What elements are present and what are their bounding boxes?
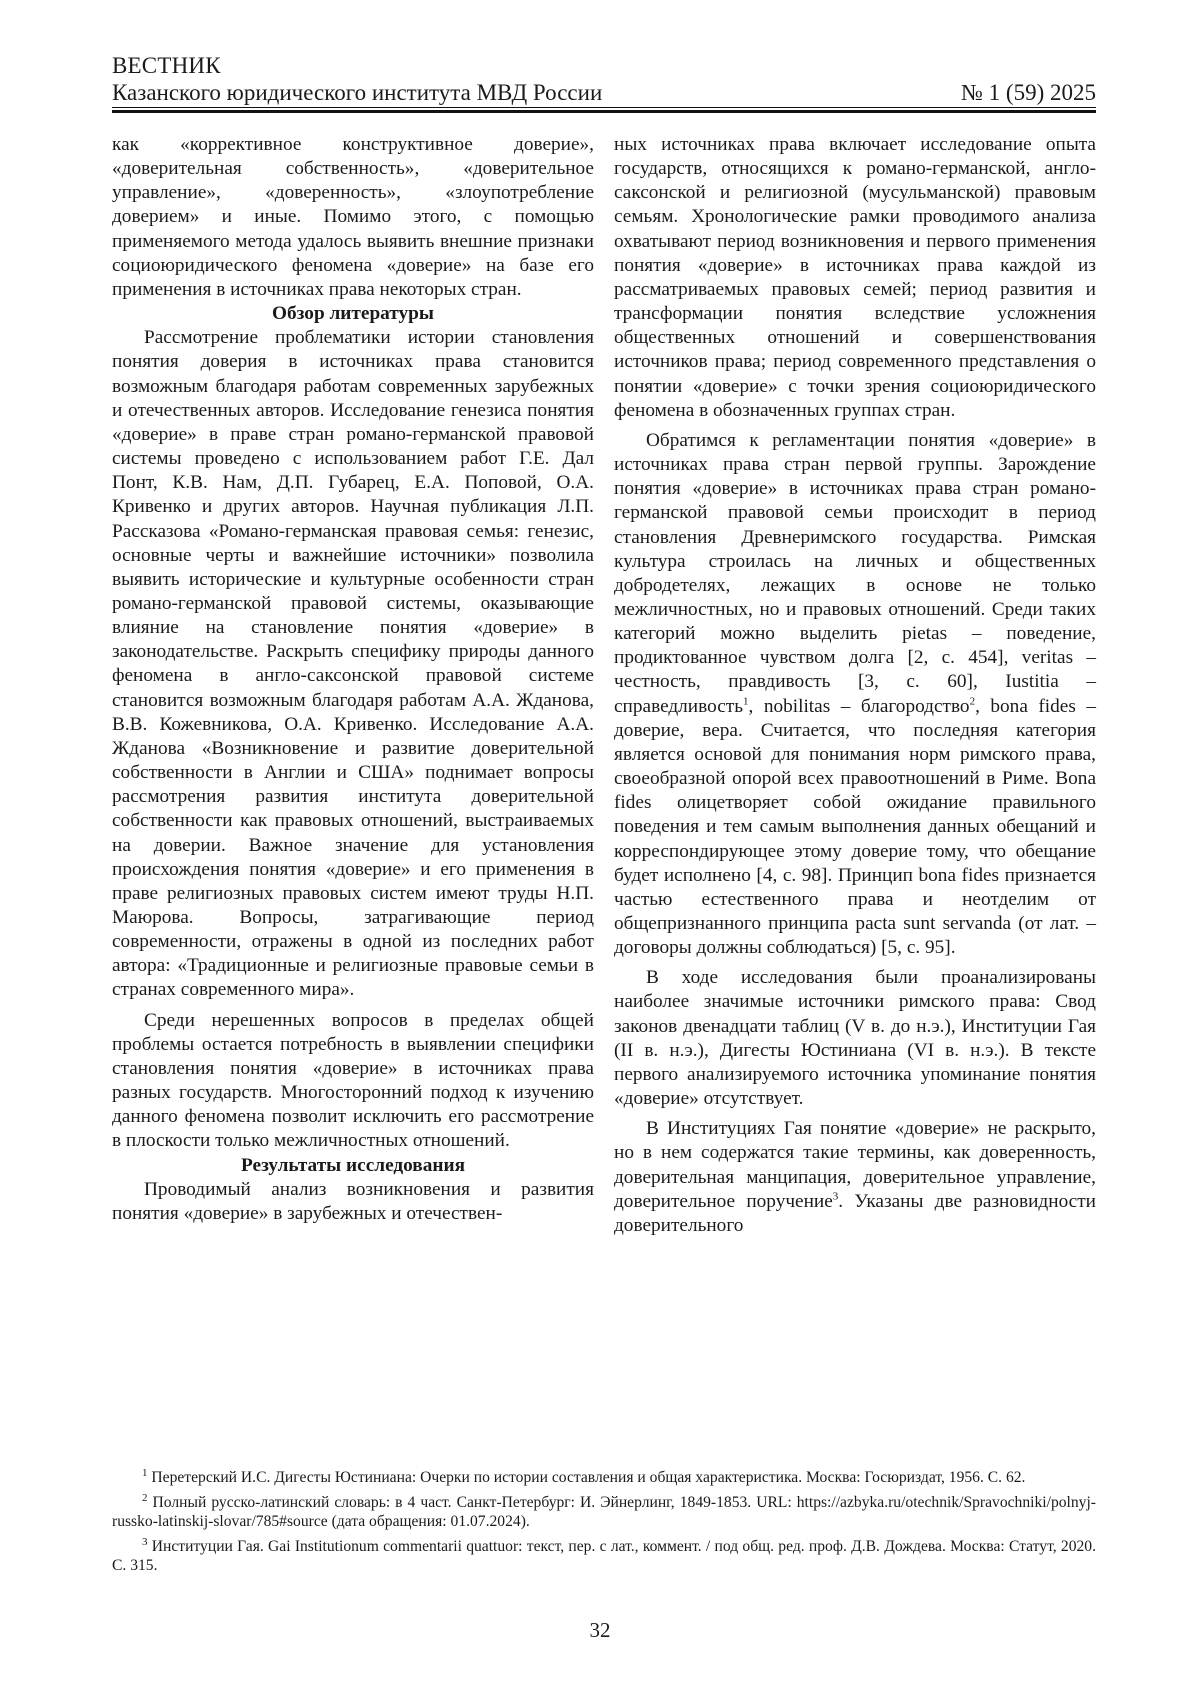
footnote-ref-3[interactable]: 3	[832, 1190, 839, 1203]
header-rule-thick	[112, 110, 1096, 113]
header-rule-thin	[112, 107, 1096, 108]
journal-subtitle: Казанского юридического института МВД России	[112, 80, 603, 105]
journal-subtitle-row	[112, 79, 1096, 106]
footnote-ref-2[interactable]: 2	[969, 695, 976, 708]
journal-title: ВЕСТНИК	[112, 53, 221, 78]
footnotes	[112, 1468, 1096, 1581]
footnote-2	[112, 1493, 1096, 1531]
text-run: . Указаны две разновидности доверительного	[614, 1190, 1096, 1236]
paragraph: Проводимый анализ возникновения и развития понятия «доверие» в зарубежных и отечествен-	[112, 1178, 594, 1224]
footnote-3	[112, 1537, 1096, 1575]
issue-number: № 1 (59) 2025	[960, 80, 1096, 105]
footnote-text: Полный русско-латинский словарь: в 4 част. Санкт-Петербург: И. Эйнерлинг, 1849-1853. URL: https://azbyka.ru/otechnik/Spravochniki/polnyj-russko-latinskij-slovar/785#source (дата обращения: 01.07.2024).	[112, 1494, 1096, 1530]
paragraph	[614, 1117, 1096, 1238]
footnote-1	[112, 1468, 1096, 1487]
text-run: Обратимся к регламентации понятия «доверие» в источниках права стран первой группы. Зарождение понятия «доверие» в источниках права стран романо-германской правовой семьи происходит в период становления Древнеримского государства. Римская культура строилась на личных и общественных добродетелях, лежащих в основе не только межличностных, но и правовых отношений. Среди таких категорий можно выделить pietas – поведение, продиктованное чувством долга [2, с. 454], veritas – честность, правдивость [3, с. 60], Iustitia – справедливость	[614, 429, 1096, 717]
section-heading-literature: Обзор литературы	[272, 303, 434, 325]
paragraph	[614, 429, 1096, 960]
footnote-number: 1	[142, 1466, 148, 1479]
paragraph: как «коррективное конструктивное доверие», «доверительная собственность», «доверительное управление», «доверенность», «злоупотребление доверием» и иные. Помимо этого, с помощью применяемого метода удалось выявить внешние признаки социоюридического феномена «доверие» на базе его применения в источниках права некоторых стран.	[112, 134, 594, 300]
text-run: , bona fides – доверие, вера. Считается, что последняя категория является основой для понимания норм римского права, своеобразной опорой всех правоотношений в Риме. Bona fides олицетворяет собой ожидание правильного поведения и тем самым выполнения данных обещаний и корреспондирующее этому доверие тому, что обещание будет исполнено [4, с. 98]. Принцип bona fides признается частью естественного права и неотделим от общепризнанного принципа pacta sunt servanda (от лат. – договоры должны соблюдаться) [5, с. 95].	[614, 695, 1096, 959]
running-header	[112, 52, 1096, 106]
footnote-number: 2	[142, 1491, 148, 1504]
paragraph: ных источниках права включает исследование опыта государств, относящихся к романо-германской, англо-саксонской и религиозной (мусульманской) правовым семьям. Хронологические рамки проводимого анализа охватывают период возникновения и первого применения понятия «доверие» в источниках права каждой из рассматриваемых правовых семей; период развития и трансформации понятия вследствие усложнения общественных отношений и совершенствования источников права; период современного представления о понятии «доверие» с точки зрения социоюридического феномена в обозначенных группах стран.	[614, 134, 1096, 421]
text-run: , nobilitas – благородство	[748, 695, 970, 717]
right-column	[614, 133, 1096, 1238]
footnote-text: Институции Гая. Gai Institutionum commentarii quattuor: текст, пер. с лат., коммент. / под общ. ред. проф. Д.В. Дождева. Москва: Статут, 2020. С. 315.	[112, 1538, 1096, 1574]
left-column	[112, 133, 594, 1226]
paragraph: Рассмотрение проблематики истории становления понятия доверия в источниках права становится возможным благодаря работам современных зарубежных и отечественных авторов. Исследование генезиса понятия «доверие» в праве стран романо-германской правовой системы проведено с использованием работ Г.Е. Дал Понт, К.В. Нам, Д.П. Губарец, Е.А. Поповой, О.А. Кривенко и других авторов. Научная публикация Л.П. Рассказова «Романо-германская правовая семья: генезис, основные черты и важнейшие источники» позволила выявить исторические и культурные особенности стран романо-германской правовой системы, оказывающие влияние на становление понятия «доверие» в законодательстве. Раскрыть специфику природы данного феномена в англо-саксонской правовой системе становится возможным благодаря работам А.А. Жданова, В.В. Кожевникова, О.А. Кривенко. Исследование А.А. Жданова «Возникновение и развитие доверительной собственности в Англии и США» поднимает вопросы рассмотрения развития института доверительной собственности как правовых отношений, выстраиваемых на доверии. Важное значение для установления происхождения понятия «доверие» и его применения в праве религиозных правовых систем имеют труды Н.П. Маюрова. Вопросы, затрагивающие период современности, отражены в одной из последних работ автора: «Традиционные и религиозные правовые семьи в странах современного мира».	[112, 327, 594, 1001]
footnote-text: Перетерский И.С. Дигесты Юстиниана: Очерки по истории составления и общая характеристика. Москва: Госюриздат, 1956. С. 62.	[151, 1469, 1026, 1486]
footnote-number: 3	[142, 1535, 148, 1548]
paragraph: В ходе исследования были проанализированы наиболее значимые источники римского права: Свод законов двенадцати таблиц (V в. до н.э.), Институции Гая (II в. н.э.), Дигесты Юстиниана (VI в. н.э.). В тексте первого анализируемого источника упоминание понятия «доверие» отсутствует.	[614, 967, 1096, 1110]
footnote-ref-1[interactable]: 1	[743, 695, 749, 708]
section-heading-results: Результаты исследования	[240, 1154, 466, 1176]
page-number: 32	[589, 1618, 611, 1642]
paragraph: Среди нерешенных вопросов в пределах общей проблемы остается потребность в выявлении специфики становления понятия «доверие» в источниках права разных государств. Многосторонний подход к изучению данного феномена позволит исключить его рассмотрение в плоскости только межличностных отношений.	[112, 1009, 594, 1152]
text-run: В Институциях Гая понятие «доверие» не раскрыто, но в нем содержатся такие термины, как доверенность, доверительная манципация, доверительное управление, доверительное поручение	[614, 1118, 1096, 1212]
